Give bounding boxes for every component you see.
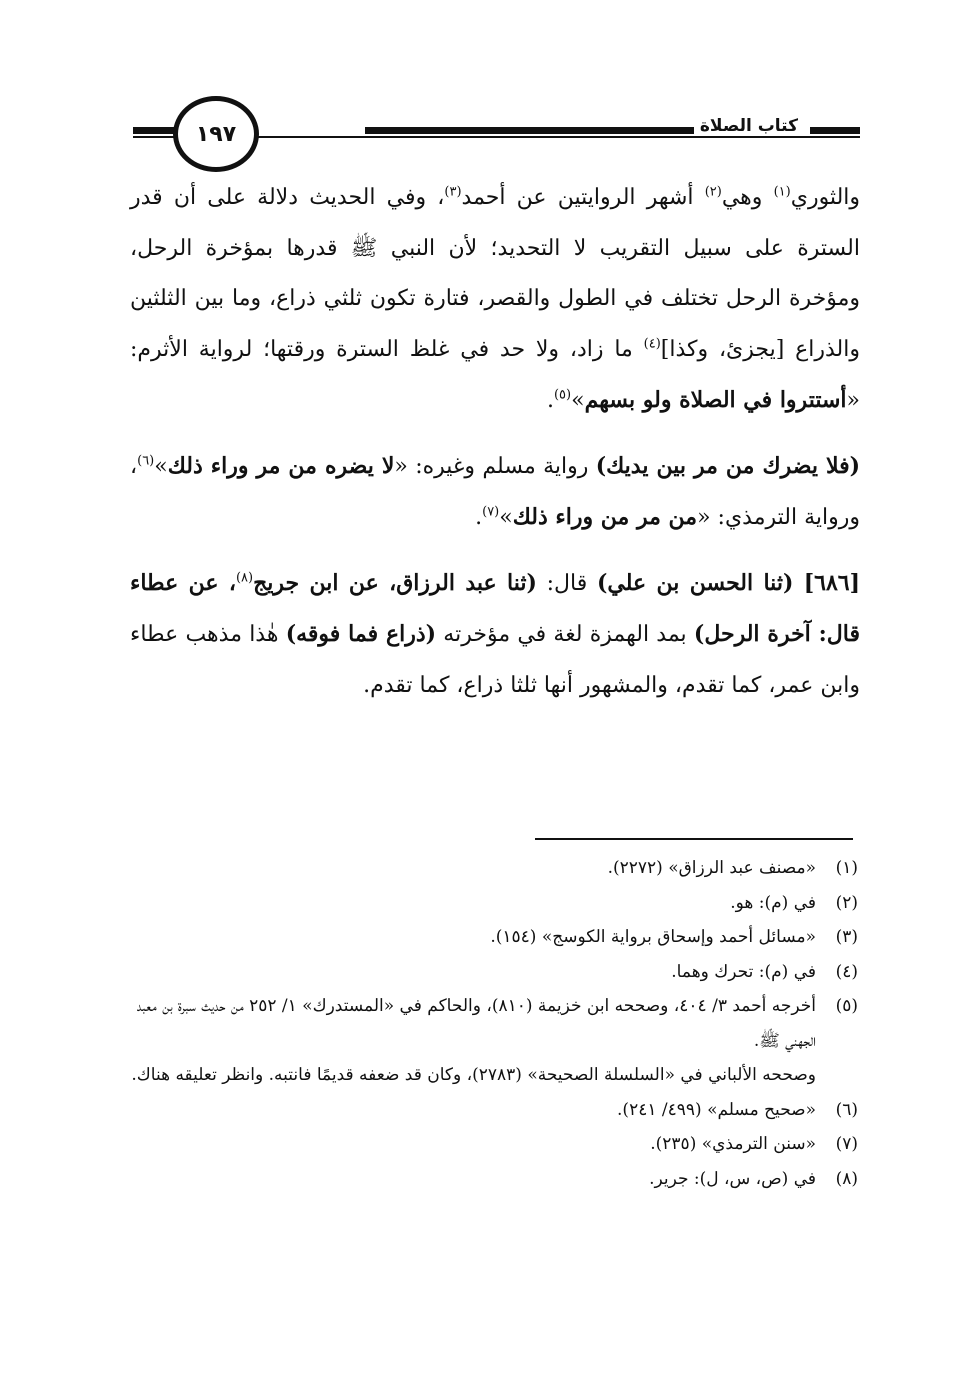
text-run: ، ورواية الترمذي: « [130, 453, 860, 530]
footnote-separator [535, 838, 853, 840]
header-rule-right [810, 127, 860, 134]
bold-text: لا يضره من مر وراء ذلك [167, 452, 395, 479]
footnote-marker: (٣) [444, 184, 462, 200]
footnote [120, 989, 858, 1058]
footnote-marker: (٥) [553, 387, 572, 403]
bold-text: ، عن عطاء قال: آخرة الرحل) [130, 569, 861, 647]
text-run: بمد الهمزة لغة في مؤخرته [436, 622, 694, 647]
text-run: . [546, 388, 554, 413]
bold-text: (ذراع فما فوقه) [285, 621, 437, 647]
footnote-text: في (م): هو. [730, 892, 816, 913]
text-run: أشهر الروايتين عن أحمد [461, 185, 705, 210]
footnote-marker: (٨) [235, 570, 254, 586]
footnote-text: «صحيح مسلم» (٤٩٩/ ٢٤١). [617, 1099, 816, 1120]
footnote [120, 1162, 858, 1197]
text-run: رواية مسلم وغيره: « [394, 453, 596, 479]
footnote-marker: (٤) [643, 336, 661, 352]
main-text [130, 173, 860, 711]
text-run: قال: [536, 570, 597, 596]
footnote-number: (٣) [835, 927, 858, 947]
footnote-text: في (ص، س، ل): جرير. [649, 1168, 816, 1189]
footnote-text: في (م): تحرك وهما. [671, 961, 816, 982]
text-run: » [571, 388, 585, 413]
footnote-number: (٧) [835, 1134, 858, 1154]
footnote-text: أخرجه أحمد ٣/ ٤٠٤، وصححه ابن خزيمة (٨١٠)، والحاكم في «المستدرك» ١/ ٢٥٢ من حديث سبرة بن معبد الجهني ﷺ. [136, 996, 816, 1051]
text-run: هٰذا مذهب عطاء وابن عمر، كما تقدم، والمشهور أنها ثلثا ذراع، كما تقدم. [130, 622, 860, 698]
bold-text: [٦٨٦] (ثنا الحسن بن علي) [596, 569, 861, 596]
footnote [120, 851, 858, 886]
footnote-number: (٥) [835, 996, 858, 1016]
running-head: كتاب الصلاة [694, 116, 804, 136]
footnote-number: (٤) [835, 961, 858, 982]
paragraph [130, 173, 860, 427]
footnote [120, 920, 858, 955]
header-rule [365, 127, 715, 134]
footnote-marker: (٦) [137, 453, 155, 469]
footnote-number: (٢) [835, 892, 858, 913]
footnote-number: (٨) [835, 1168, 858, 1189]
footnote-marker: (٢) [704, 184, 722, 200]
paragraph [130, 441, 860, 544]
bold-text: (ثنا عبد الرزاق، عن ابن جريج [253, 569, 537, 596]
footnotes [120, 851, 858, 1196]
bold-text: من مر من وراء ذلك [512, 504, 698, 530]
footnote-text: «سنن الترمذي» (٢٣٥). [650, 1134, 816, 1154]
page-number-label: ١٩٧ [195, 121, 237, 147]
header-rule-left [133, 127, 177, 134]
text-run: ما زاد، ولا حد في غلظ السترة ورقتها؛ لرواية الأثرم: « [130, 336, 860, 413]
footnote-continuation: وصححه الألباني في «السلسلة الصحيحة» (٢٧٨٣)، وكان قد ضعفه قديمًا فانتبه. وانظر تعليقه هناك. [131, 1065, 816, 1085]
footnote-text: «مسائل أحمد وإسحاق برواية الكوسج» (١٥٤). [490, 927, 816, 947]
footnote-number: (١) [835, 858, 858, 878]
footnote [120, 955, 858, 990]
text-run: . [475, 505, 483, 530]
footnote-marker: (١) [773, 184, 791, 200]
text-run: ، وفي الحديث دلالة على أن قدر السترة على سبيل التقريب لا التحديد؛ لأن النبي ﷺ قدرها بمؤخرة الرحل، ومؤخرة الرحل تختلف في الطول والقصر، فتارة تكون ثلثي ذراع، وما بين الثلثين والذراع [يجزئ، وكذا] [130, 185, 860, 362]
footnote-text: «مصنف عبد الرزاق» (٢٢٧٢). [607, 858, 816, 878]
text-run: » [499, 505, 513, 530]
paragraph [130, 558, 860, 712]
bold-text: أستتروا في الصلاة ولو بسهم [584, 387, 847, 413]
text-run: والثوري [790, 185, 861, 210]
page-header [133, 96, 860, 176]
footnote [120, 1127, 858, 1162]
text-run: » [154, 453, 168, 479]
text-run: وهي [721, 185, 774, 210]
footnote [120, 1093, 858, 1128]
footnote-marker: (٧) [482, 504, 500, 520]
footnote-number: (٦) [835, 1099, 858, 1120]
footnote [120, 886, 858, 921]
page-number [173, 96, 259, 172]
bold-text: (فلا يضرك من مر بين يديك) [595, 452, 861, 479]
